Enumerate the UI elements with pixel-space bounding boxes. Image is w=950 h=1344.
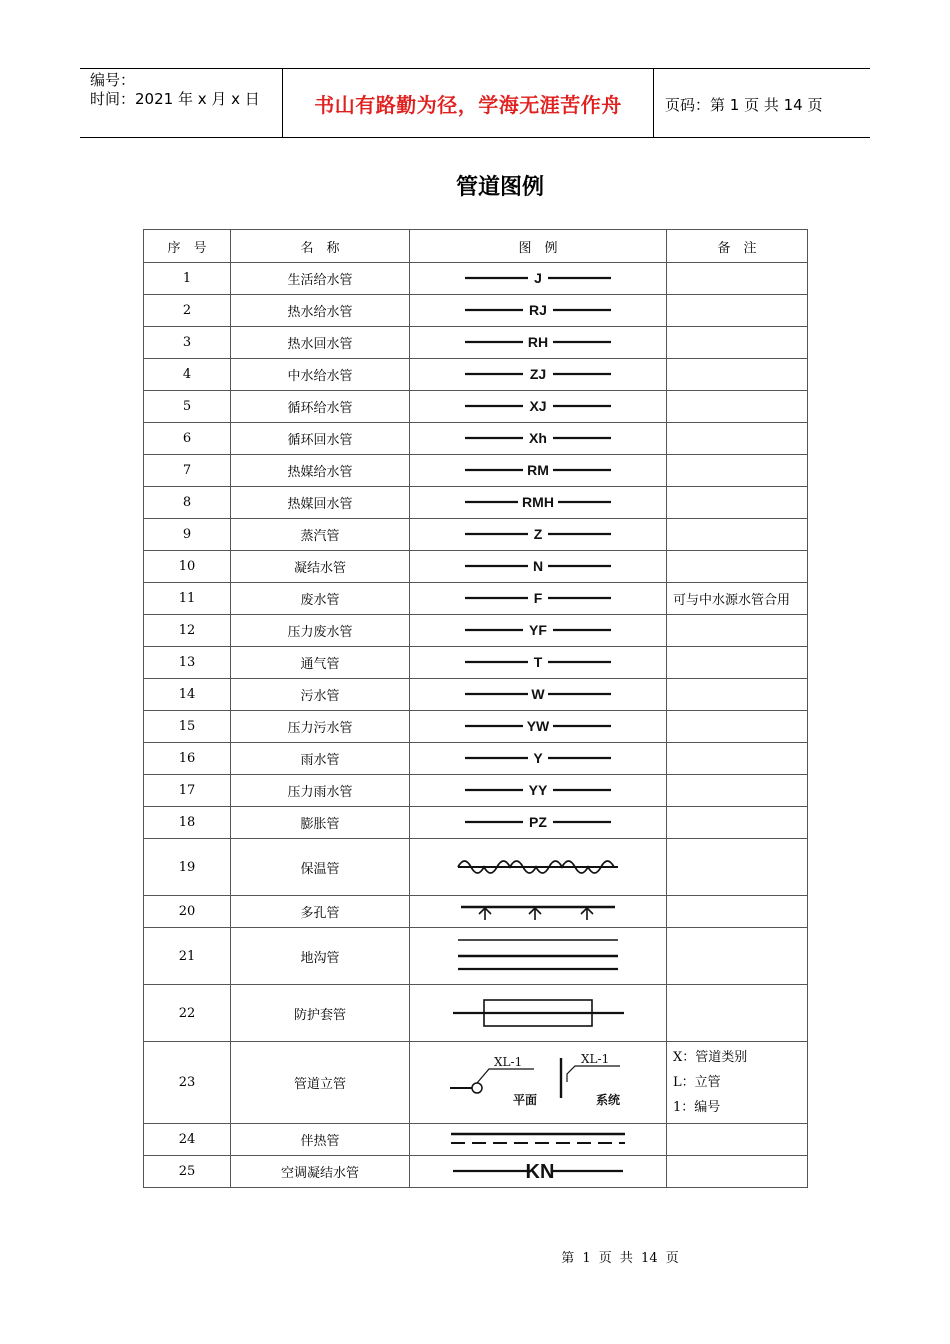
table-row — [144, 1124, 808, 1156]
header-meta — [90, 71, 260, 109]
row-name: 中水给水管 — [231, 359, 410, 391]
row-name: 热媒回水管 — [231, 487, 410, 519]
table-row — [144, 487, 808, 519]
row-name: 压力雨水管 — [231, 775, 410, 807]
pipe-code-label: RH — [527, 333, 549, 350]
note-line: 1：编号 — [673, 1100, 721, 1115]
table-row — [144, 743, 808, 775]
row-number: 16 — [144, 743, 231, 775]
table-row — [144, 807, 808, 839]
row-name: 多孔管 — [231, 896, 410, 928]
row-number: 19 — [144, 839, 231, 896]
pipe-code-label: Y — [533, 749, 543, 766]
header-page-info: 页码：第 1 页 共 14 页 — [665, 96, 823, 114]
table-row — [144, 985, 808, 1042]
row-note — [667, 743, 808, 775]
row-note — [667, 647, 808, 679]
pipe-code-label: ZJ — [529, 365, 547, 382]
row-note — [667, 1124, 808, 1156]
row-number: 9 — [144, 519, 231, 551]
pipe-line-symbol — [453, 553, 623, 581]
header-motto: 书山有路勤为径，学海无涯苦作舟 — [282, 69, 654, 137]
table-row — [144, 1042, 808, 1124]
row-number: 17 — [144, 775, 231, 807]
table-row — [144, 615, 808, 647]
pipe-code-label: T — [533, 653, 543, 670]
row-number: 6 — [144, 423, 231, 455]
row-name: 废水管 — [231, 583, 410, 615]
row-symbol — [410, 896, 667, 928]
row-number: 22 — [144, 985, 231, 1042]
row-note — [667, 263, 808, 295]
row-name: 热水给水管 — [231, 295, 410, 327]
pipe-code-label: Xh — [529, 429, 547, 446]
row-name: 保温管 — [231, 839, 410, 896]
protective-sleeve-symbol — [451, 993, 626, 1033]
pipe-line-symbol — [453, 713, 623, 741]
row-name: 防护套管 — [231, 985, 410, 1042]
riser-circle — [472, 1083, 482, 1093]
table-row — [144, 551, 808, 583]
pipe-code-label: RM — [527, 461, 549, 478]
row-number: 1 — [144, 263, 231, 295]
pipe-line-symbol — [453, 617, 623, 645]
row-symbol — [410, 423, 667, 455]
row-symbol — [410, 359, 667, 391]
table-row — [144, 391, 808, 423]
row-number: 18 — [144, 807, 231, 839]
row-number: 4 — [144, 359, 231, 391]
table-row — [144, 423, 808, 455]
row-symbol — [410, 391, 667, 423]
pipe-code-label: N — [532, 557, 544, 574]
row-symbol — [410, 647, 667, 679]
plan-leader-line — [477, 1069, 534, 1083]
pipe-line-symbol — [453, 521, 623, 549]
pipe-line-symbol — [453, 649, 623, 677]
row-name: 地沟管 — [231, 928, 410, 985]
table-row — [144, 1156, 808, 1188]
row-name: 凝结水管 — [231, 551, 410, 583]
row-number: 2 — [144, 295, 231, 327]
row-number: 21 — [144, 928, 231, 985]
row-name: 蒸汽管 — [231, 519, 410, 551]
insulated-pipe-symbol — [453, 847, 623, 887]
pipe-line-symbol — [453, 329, 623, 357]
pipe-line-symbol — [453, 457, 623, 485]
pipe-line-symbol — [453, 745, 623, 773]
perforated-pipe-symbol — [453, 898, 623, 926]
row-symbol — [410, 551, 667, 583]
pipe-line-symbol — [453, 361, 623, 389]
row-number: 13 — [144, 647, 231, 679]
pipe-line-symbol — [453, 681, 623, 709]
row-note — [667, 487, 808, 519]
table-row — [144, 263, 808, 295]
row-symbol — [410, 327, 667, 359]
pipe-line-symbol — [453, 393, 623, 421]
row-note — [667, 519, 808, 551]
row-number: 10 — [144, 551, 231, 583]
time-label: 时间：2021 年 x 月 x 日 — [90, 90, 260, 108]
row-name: 压力废水管 — [231, 615, 410, 647]
row-number: 7 — [144, 455, 231, 487]
table-row — [144, 775, 808, 807]
row-symbol — [410, 928, 667, 985]
table-row — [144, 359, 808, 391]
row-note — [667, 455, 808, 487]
row-note — [667, 615, 808, 647]
heat-tracing-pipe-symbol — [449, 1128, 627, 1152]
row-name: 循环回水管 — [231, 423, 410, 455]
page-header — [80, 68, 870, 138]
row-note — [667, 839, 808, 896]
row-note: 可与中水源水管合用 — [667, 583, 808, 615]
row-symbol — [410, 1156, 667, 1188]
row-note — [667, 423, 808, 455]
row-name: 空调凝结水管 — [231, 1156, 410, 1188]
row-note — [667, 711, 808, 743]
trench-pipe-symbol — [453, 934, 623, 978]
row-note — [667, 775, 808, 807]
row-symbol — [410, 839, 667, 896]
pipe-code-label: J — [534, 269, 542, 286]
row-name: 通气管 — [231, 647, 410, 679]
pipe-line-symbol — [453, 585, 623, 613]
header-note: 备 注 — [667, 230, 808, 263]
row-note — [667, 359, 808, 391]
row-number: 3 — [144, 327, 231, 359]
number-label: 编号： — [90, 71, 136, 89]
pipe-line-symbol — [453, 489, 623, 517]
row-symbol — [410, 295, 667, 327]
row-number: 24 — [144, 1124, 231, 1156]
pipe-line-symbol — [453, 297, 623, 325]
table-row — [144, 647, 808, 679]
row-note — [667, 391, 808, 423]
row-number: 15 — [144, 711, 231, 743]
row-symbol — [410, 807, 667, 839]
row-symbol — [410, 583, 667, 615]
system-caption: 系统 — [596, 1092, 621, 1107]
row-note — [667, 327, 808, 359]
row-name: 热媒给水管 — [231, 455, 410, 487]
header-no: 序 号 — [144, 230, 231, 263]
row-note — [667, 679, 808, 711]
row-note — [667, 928, 808, 985]
table-row — [144, 519, 808, 551]
table-row — [144, 455, 808, 487]
row-name: 管道立管 — [231, 1042, 410, 1124]
pipe-code-label: RMH — [522, 493, 554, 510]
row-number: 12 — [144, 615, 231, 647]
pipe-legend-table — [143, 229, 808, 1188]
row-symbol — [410, 1124, 667, 1156]
row-number: 14 — [144, 679, 231, 711]
system-leader-line — [567, 1066, 620, 1082]
riser-pipe-symbol — [448, 1052, 628, 1114]
pipe-code-label: W — [531, 685, 545, 702]
row-note — [667, 896, 808, 928]
row-number: 20 — [144, 896, 231, 928]
row-symbol — [410, 519, 667, 551]
row-name: 循环给水管 — [231, 391, 410, 423]
pipe-code-label: PZ — [529, 813, 547, 830]
note-line: L：立管 — [673, 1075, 721, 1090]
row-symbol — [410, 743, 667, 775]
table-row — [144, 583, 808, 615]
plan-caption: 平面 — [513, 1092, 538, 1107]
table-row — [144, 327, 808, 359]
header-symbol: 图 例 — [410, 230, 667, 263]
row-note — [667, 295, 808, 327]
pipe-code-label: KN — [525, 1160, 555, 1183]
row-note — [667, 985, 808, 1042]
row-number: 25 — [144, 1156, 231, 1188]
row-name: 压力污水管 — [231, 711, 410, 743]
table-row — [144, 928, 808, 985]
row-note — [667, 1156, 808, 1188]
row-symbol — [410, 615, 667, 647]
header-name: 名 称 — [231, 230, 410, 263]
table-row — [144, 679, 808, 711]
table-header-row — [144, 230, 808, 263]
row-name: 膨胀管 — [231, 807, 410, 839]
system-riser-label: XL-1 — [581, 1051, 610, 1066]
row-symbol — [410, 985, 667, 1042]
pipe-line-symbol — [453, 425, 623, 453]
row-number: 23 — [144, 1042, 231, 1124]
row-number: 5 — [144, 391, 231, 423]
pipe-line-symbol — [453, 1158, 623, 1186]
pipe-line-symbol — [453, 809, 623, 837]
row-symbol — [410, 1042, 667, 1124]
pipe-line-symbol — [453, 265, 623, 293]
row-symbol — [410, 711, 667, 743]
note-line: X：管道类别 — [673, 1050, 748, 1065]
page-footer: 第 1 页 共 14 页 — [561, 1251, 679, 1266]
row-symbol — [410, 775, 667, 807]
pipe-code-label: F — [533, 589, 543, 606]
pipe-code-label: Z — [533, 525, 543, 542]
row-symbol — [410, 263, 667, 295]
document-title: 管道图例 — [455, 175, 544, 200]
row-name: 污水管 — [231, 679, 410, 711]
row-note — [667, 1042, 808, 1124]
table-row — [144, 711, 808, 743]
table-row — [144, 839, 808, 896]
row-note — [667, 807, 808, 839]
pipe-code-label: XJ — [529, 397, 547, 414]
row-name: 生活给水管 — [231, 263, 410, 295]
table-row — [144, 896, 808, 928]
pipe-code-label: RJ — [529, 301, 547, 318]
pipe-code-label: YY — [528, 781, 548, 798]
row-number: 8 — [144, 487, 231, 519]
row-name: 伴热管 — [231, 1124, 410, 1156]
row-name: 热水回水管 — [231, 327, 410, 359]
pipe-code-label: YW — [526, 717, 550, 734]
row-symbol — [410, 455, 667, 487]
row-symbol — [410, 487, 667, 519]
row-note — [667, 551, 808, 583]
table-row — [144, 295, 808, 327]
plan-riser-label: XL-1 — [494, 1054, 523, 1069]
row-name: 雨水管 — [231, 743, 410, 775]
row-symbol — [410, 679, 667, 711]
pipe-code-label: YF — [529, 621, 547, 638]
row-number: 11 — [144, 583, 231, 615]
pipe-line-symbol — [453, 777, 623, 805]
table-body — [144, 263, 808, 1188]
